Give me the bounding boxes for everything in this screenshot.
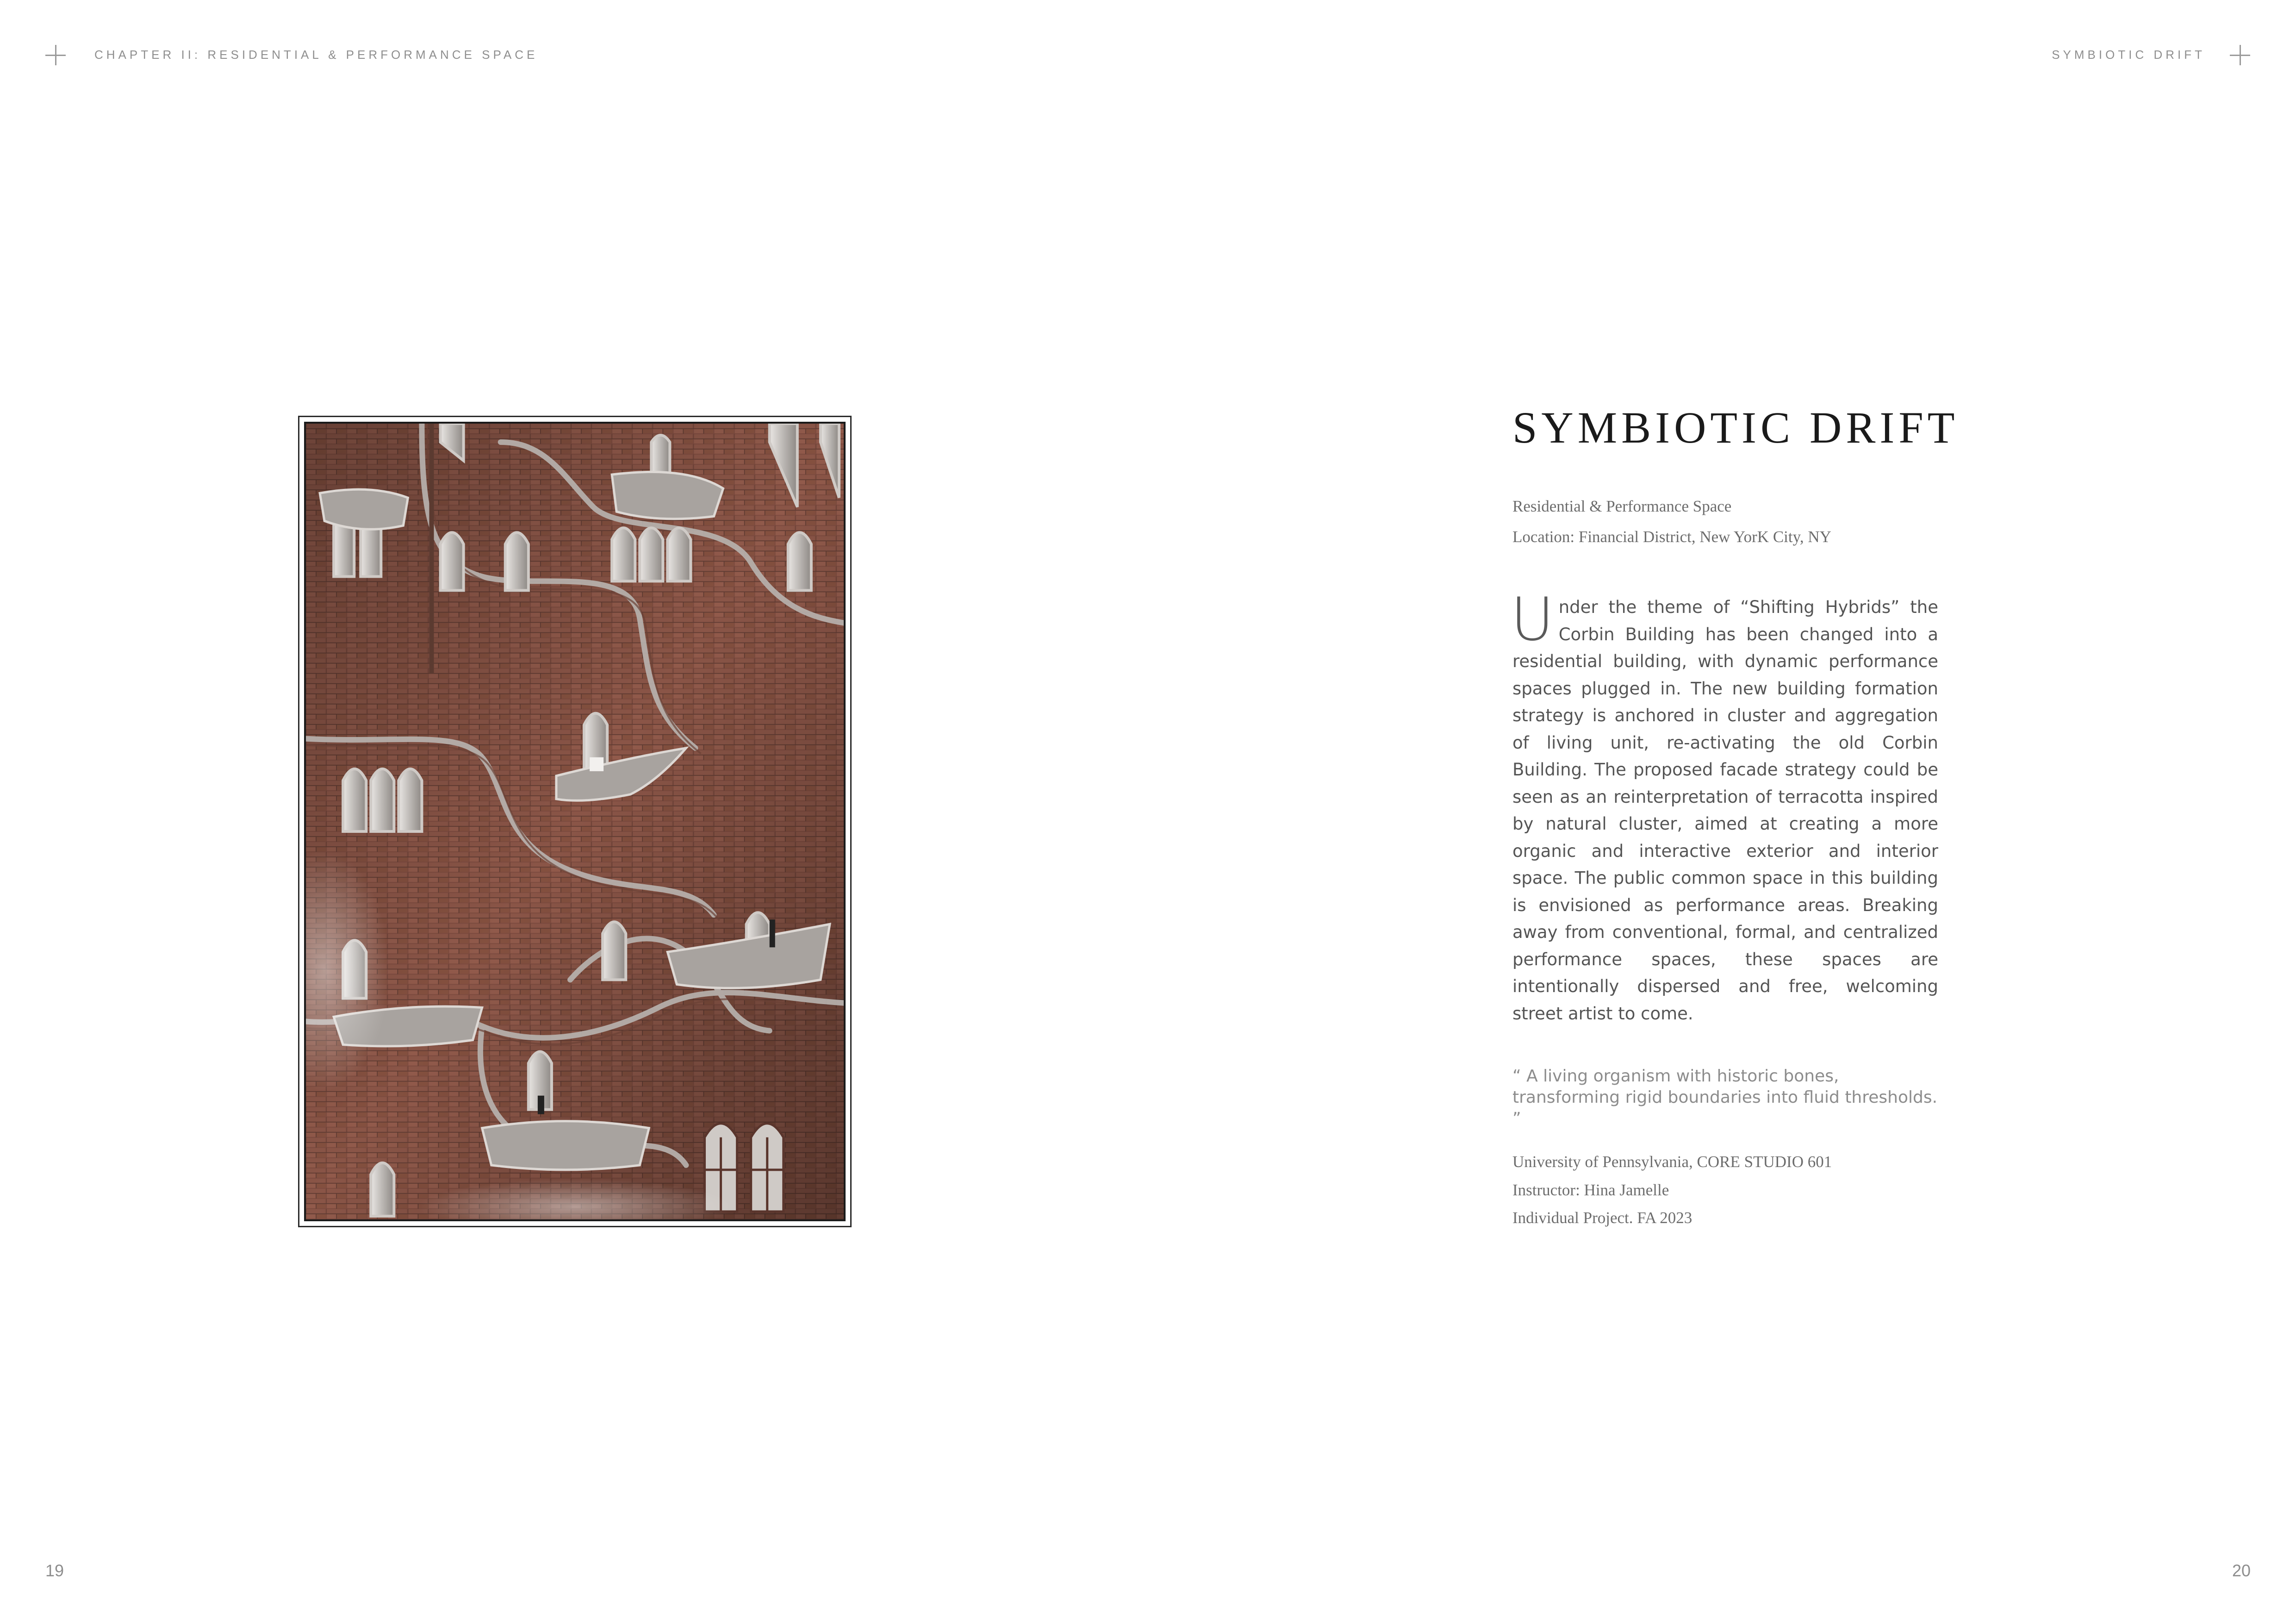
school-credit: University of Pennsylvania, CORE STUDIO 601 xyxy=(1512,1153,1832,1171)
plus-cross-icon xyxy=(2230,45,2250,65)
project-description xyxy=(1511,585,1938,1027)
drop-cap: U xyxy=(1511,585,1554,654)
description-text: nder the theme of “Shifting Hybrids” the Corbin Building has been changed into a residential building, with dynamic performance spaces plugged in. The new building formation strategy is anchored in cluster and aggregation of living unit, re-activating the old Corbin Building. The proposed facade strategy could be seen as an reinterpretation of terracotta inspired by natural cluster, aimed at creating a more organic and interactive exterior and interior space. The public common space in this building is envisioned as performance areas. Breaking away from conventional, formal, and centralized performance spaces, these spaces are intentionally dispersed and free, welcoming street artist to come. xyxy=(1512,597,1938,1024)
plus-cross-icon xyxy=(45,45,66,65)
page-number-left: 19 xyxy=(45,1561,64,1580)
instructor-credit: Instructor: Hina Jamelle xyxy=(1512,1181,1669,1199)
running-head-chapter: CHAPTER II: RESIDENTIAL & PERFORMANCE SPACE xyxy=(94,48,538,62)
project-location: Location: Financial District, New YorK City, NY xyxy=(1512,528,1831,546)
project-title: SYMBIOTIC DRIFT xyxy=(1512,403,1959,452)
facade-rendering-image xyxy=(306,424,844,1219)
project-rendering xyxy=(304,422,846,1221)
project-type: Residential & Performance Space xyxy=(1512,497,1732,515)
page-number-right: 20 xyxy=(2232,1561,2251,1580)
project-info: Individual Project. FA 2023 xyxy=(1512,1209,1692,1227)
pull-quote: “ A living organism with historic bones, transforming rigid boundaries into fluid thresholds. ” xyxy=(1512,1067,1938,1128)
project-image-frame xyxy=(298,416,852,1227)
running-head-title: SYMBIOTIC DRIFT xyxy=(2052,48,2205,62)
